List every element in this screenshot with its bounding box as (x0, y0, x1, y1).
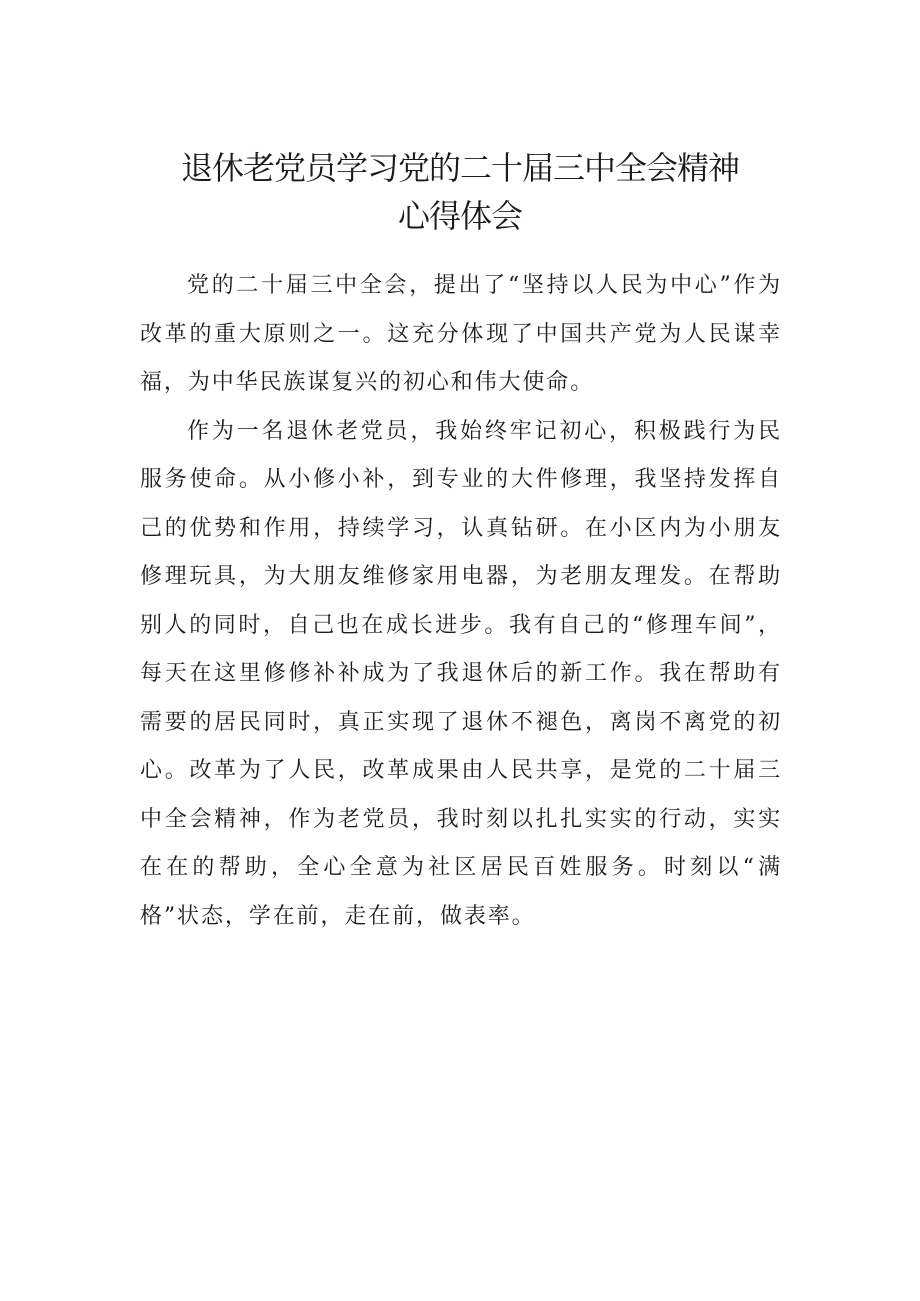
document-title-line-2: 心得体会 (397, 197, 522, 235)
document-title-line-1: 退休老党员学习党的二十届三中全会精神 (180, 149, 739, 187)
paragraph-2: 作为一名退休老党员，我始终牢记初心，积极践行为民服务使命。从小修小补，到专业的大件修理，我坚持发挥自己的优势和作用，持续学习，认真钻研。在小区内为小朋友修理玩具，为大朋友维修家用电器，为老朋友理发。在帮助别人的同时，自己也在成长进步。我有自己的“修理车间”，每天在这里修修补补成为了我退休后的新工作。我在帮助有需要的居民同时，真正实现了退休不褪色，离岗不离党的初心。改革为了人民，改革成果由人民共享，是党的二十届三中全会精神，作为老党员，我时刻以扎扎实实的行动，实实在在的帮助，全心全意为社区居民百姓服务。时刻以“满格”状态，学在前，走在前，做表率。 (140, 418, 782, 929)
paragraph-1: 党的二十届三中全会，提出了“坚持以人民为中心”作为改革的重大原则之一。这充分体现了中国共产党为人民谋幸福，为中华民族谋复兴的初心和伟大使命。 (140, 273, 782, 395)
document-body (140, 262, 782, 941)
